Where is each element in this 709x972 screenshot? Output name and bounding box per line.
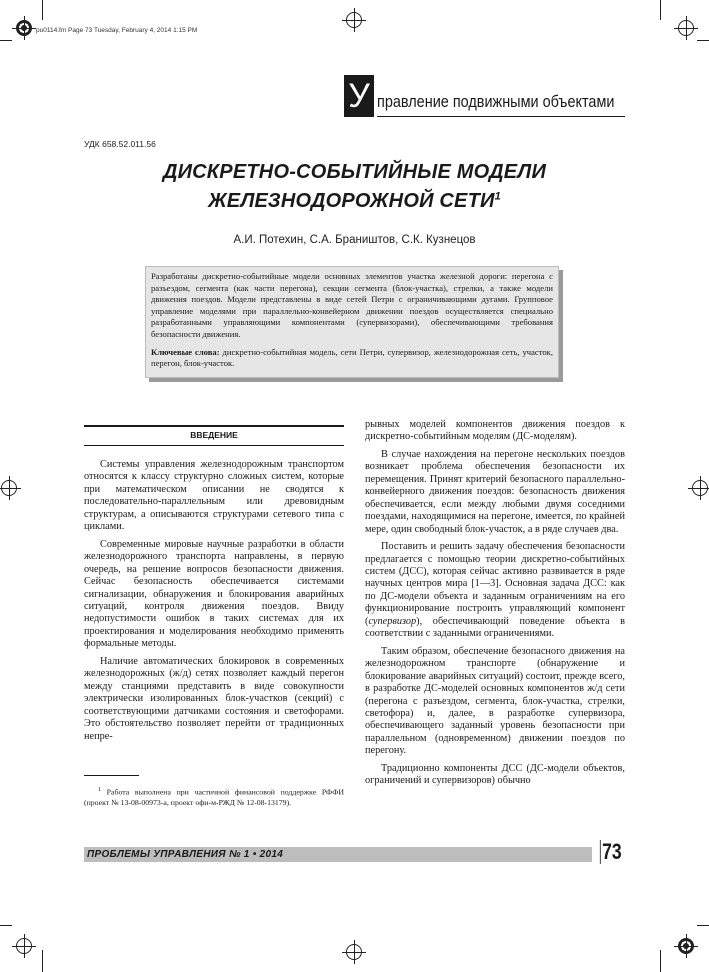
crop-mark <box>660 950 661 972</box>
paragraph: Таким образом, обеспечение безопасного движения на железнодорожном транспорте (обнаружение и блокирование аварийных ситуаций) состоит, прежде всего, в разработке ДС-моделей основных компонентов ж/д сети (перегона с разъездом, сегмента, блок-участка, стрелки, светофора) и, далее, в разработке супервизора, обеспечивающего заданный уровень безопасности при параллельном (одновременном) движении поездов по перегону. <box>365 645 625 757</box>
registration-mark <box>346 12 362 28</box>
crop-mark <box>660 0 661 20</box>
crop-mark <box>42 0 43 20</box>
registration-mark <box>346 944 362 960</box>
abstract-box <box>145 266 559 378</box>
paragraph: Традиционно компоненты ДСС (ДС-модели объектов, ограничений и супервизоров) обычно <box>365 762 625 787</box>
paragraph: Поставить и решить задачу обеспечения безопасности предлагается с помощью теории дискретно-событийных систем (ДСС), которая сейчас активно развивается в ряде научных центров мира [1—3]. Основная задача ДСС: как по ДС-модели объекта и заданным ограничениям на его функционирование построить управляющий компонент (супервизор), обеспечивающий поведение объекта в соответствии с заданными ограничениями. <box>365 541 625 640</box>
paragraph: рывных моделей компонентов движения поездов к дискретно-событийным моделям (ДС-моделям). <box>365 419 625 443</box>
section-rule <box>377 116 625 117</box>
abstract-text: Разработаны дискретно-событийные модели основных элементов участка железной дороги: перегона с разъездом, сегмента (как части перегона), секции сегмента (блок-участка), стрелки, а также модели движения поездов. Модели представлены в виде сетей Петри с ограничивающими дугами. Групповое управление моделями при параллельно-конвейерном движении поездов осуществляется специально разработанными управляющими компонентами (супервизорами), обеспечивающими требования безопасности движения. <box>151 271 553 339</box>
print-slug: pu0114.fm Page 73 Tuesday, February 4, 2014 1:15 PM <box>36 27 198 34</box>
registration-mark <box>678 20 694 36</box>
crop-mark <box>42 950 43 972</box>
article-title-line2: ЖЕЛЕЗНОДОРОЖНОЙ СЕТИ$^1$ <box>208 190 501 212</box>
udk-code: УДК 658.52.011.56 <box>84 139 156 149</box>
section-title: правление подвижными объектами <box>377 92 615 111</box>
registration-mark <box>678 938 694 954</box>
crop-mark <box>697 40 709 41</box>
paragraph: Системы управления железнодорожным транспортом относятся к классу структурно сложных систем, которые при математическом описании не сводятся к последовательно-параллельным или древовидным структурам, а описываются структурами сетевого типа с циклами. <box>84 459 344 533</box>
heading-rule <box>84 445 344 446</box>
crop-mark <box>0 40 12 41</box>
heading-rule <box>84 425 344 427</box>
paragraph: Современные мировые научные разработки в области железнодорожного транспорта направлены, в первую очередь, на решение вопросов безопасности движения. Сейчас безопасность обеспечивается системами сигнализации, обнаружения и блокирования аварийных ситуаций, контроля движения поездов. Ввиду недопустимости ошибок в таких системах для их проектирования и моделирования необходимо применять формальные методы. <box>84 538 344 650</box>
journal-name: ПРОБЛЕМЫ УПРАВЛЕНИЯ № 1 • 2014 <box>87 849 284 860</box>
left-column <box>84 459 344 748</box>
right-column <box>365 419 625 793</box>
paragraph: Наличие автоматических блокировок в современных железнодорожных (ж/д) сетях позволяет каждый перегон между станциями представить в виде совокупности электрически изолированных блок-участков (секций) с соответствующими датчиками состояния и светофорами. Это обстоятельство позволяет перейти от традиционных непре- <box>84 655 344 742</box>
crop-mark <box>0 925 12 926</box>
footnote: $^1$ Работа выполнена при частичной финансовой поддержке РФФИ (проект № 13-08-00973-а, проект офи-м-РЖД № 12-08-13179). <box>84 787 344 807</box>
page-number: 73 <box>600 840 623 864</box>
registration-mark <box>16 20 32 36</box>
registration-mark <box>16 938 32 954</box>
section-initial: У <box>344 75 374 117</box>
paragraph: В случае нахождения на перегоне нескольких поездов возникает проблема обеспечения безопасности их перемещения. Принят критерий безопасного параллельно-конвейерного движения поездов: безопасность движения обеспечивается, если между любыми двумя соседними поездами, находящимися на перегоне, имеется, по крайней мере, один свободный блок-участок, а в ряде случаев два. <box>365 448 625 535</box>
footnote-mark: 1 <box>494 190 501 203</box>
registration-mark <box>1 480 17 496</box>
footnote-rule <box>84 775 139 776</box>
article-title-line1: ДИСКРЕТНО-СОБЫТИЙНЫЕ МОДЕЛИ <box>162 161 547 183</box>
keywords: Ключевые слова: дискретно-событийная модель, сети Петри, супервизор, железнодорожная сеть, участок, перегон, блок-участок. <box>151 346 553 369</box>
crop-mark <box>697 925 709 926</box>
authors: А.И. Потехин, С.А. Браништов, С.К. Кузнецов <box>233 234 476 246</box>
intro-heading: ВВЕДЕНИЕ <box>190 430 238 440</box>
registration-mark <box>692 480 708 496</box>
